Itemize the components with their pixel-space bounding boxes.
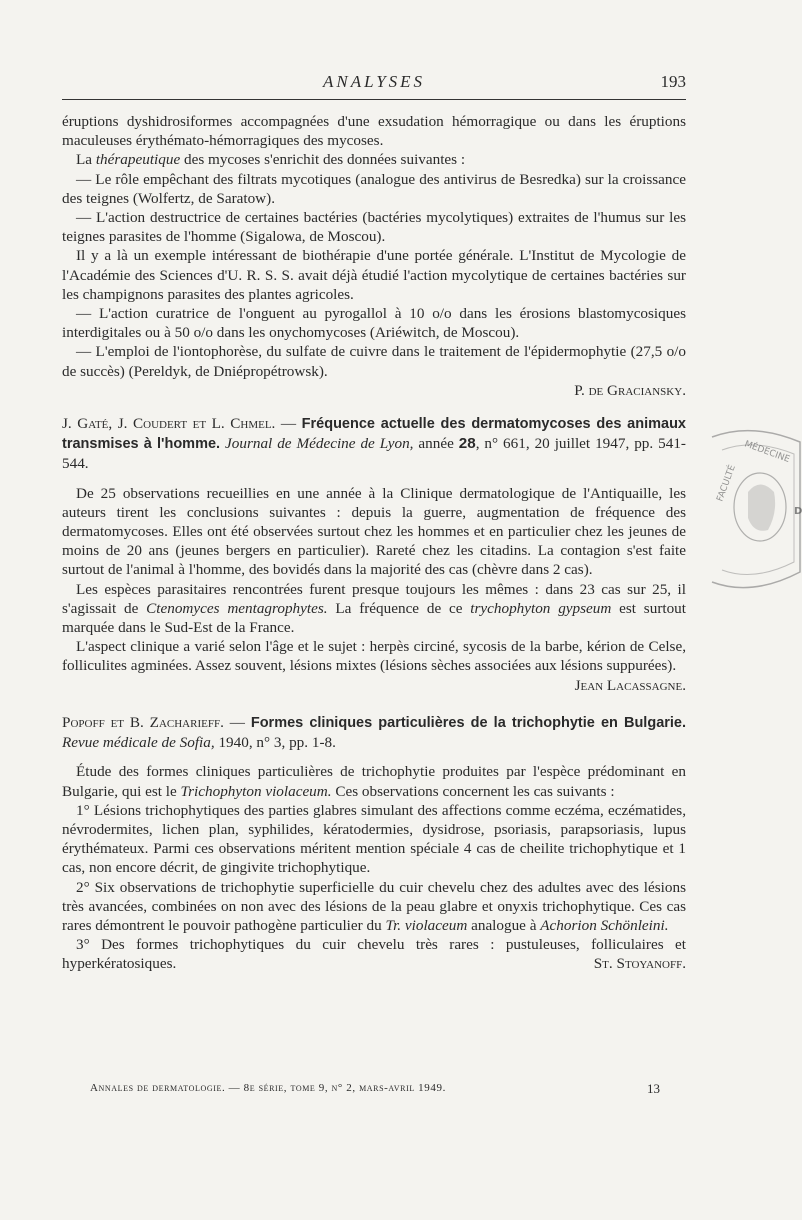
footer-citation: Annales de dermatologie. — 8e série, tome 9, n° 2, mars-avril 1949. bbox=[90, 1082, 446, 1094]
paragraph: — L'action curatrice de l'onguent au pyrogallol à 10 o/o dans les érosions blastomycosiques interdigitales ou à 50 o/o dans les onychomycoses (Ariéwitch, de Moscou). bbox=[62, 305, 686, 342]
reviewer-signature: St. Stoyanoff. bbox=[593, 955, 686, 973]
paragraph: La thérapeutique des mycoses s'enrichit des données suivantes : bbox=[76, 151, 466, 169]
running-header bbox=[62, 72, 686, 94]
paragraph: — Le rôle empêchant des filtrats mycotiques (analogue des antivirus de Besredka) sur la croissance des teignes (Wolfertz, de Saratow). bbox=[62, 170, 686, 207]
page-body bbox=[62, 112, 686, 974]
paragraph: — L'emploi de l'iontophorèse, du sulfate de cuivre dans le traitement de l'épidermophytie (27,5 o/o de succès) (Pereldyk, de Dniépropétrowsk). bbox=[62, 343, 686, 380]
paragraph: 3° Des formes trichophytiques du cuir chevelu très rares : pustuleuses, folliculaires et hyperkératosiques. St. Stoyanoff. bbox=[62, 936, 686, 973]
paragraph: Il y a là un exemple intéressant de biothérapie d'une portée générale. L'Institut de Mycologie de l'Académie des Sciences d'U. R. S. S. avait déjà étudié l'action mycolytique de certaines bactéries sur les champignons parasites des plantes agricoles. bbox=[62, 247, 686, 303]
svg-text:FACULTÉ: FACULTÉ bbox=[715, 463, 738, 504]
paragraph: 2° Six observations de trichophytie superficielle du cuir chevelu chez des adultes avec des lésions très avancées, combinées on non avec des lésions de la peau glabre et onyxis trichophytique. Ces cas rares démontrent le pouvoir pathogène particulier du Tr. violaceum analogue à Achorion Schönleini. bbox=[62, 878, 686, 934]
page-footer bbox=[90, 1082, 660, 1094]
journal-name: Revue médicale de Sofia, bbox=[62, 734, 215, 752]
journal-name: Journal de Médecine de Lyon, bbox=[225, 435, 414, 453]
paragraph: 1° Lésions trichophytiques des parties glabres simulant des affections comme eczéma, eczématides, névrodermites, lichen plan, syphilides, kératodermies, dysidrose, psoriasis, parapsoriasis, lupus érythémateux. Parmi ces observations méritent mention spéciale 4 cas de cheilite trichophytique et 1 cas, non encore décrit, de gingivite trichophytique. bbox=[62, 801, 686, 877]
paragraph: Les espèces parasitaires rencontrées furent presque toujours les mêmes : dans 23 cas sur 25, il s'agissait de Ctenomyces mentagrophytes. La fréquence de ce trychophyton gypseum est surtout marquée dans le Sud-Est de la France. bbox=[62, 580, 686, 637]
volume-number: 28 bbox=[458, 435, 476, 453]
paragraph: L'aspect clinique a varié selon l'âge et le sujet : herpès circiné, sycosis de la barbe, kérion de Celse, folliculites agminées. Assez souvent, lésions mixtes (lésions sèches associées aux lésions suppurées). bbox=[62, 638, 686, 675]
paragraph: De 25 observations recueillies en une année à la Clinique dermatologique de l'Antiquaille, les auteurs tirent les conclusions suivantes : depuis la guerre, augmentation de fréquence des dermatomycoses. Elles ont été observées surtout chez les hommes et en particulier chez les jeunes de moins de 20 ans (jeunes bergers en particulier). Rareté chez les citadins. La contagion s'est faite surtout de l'animal à l'homme, des bovidés dans la majorité des cas (chèvre dans 2 cas). bbox=[62, 484, 686, 579]
paragraph: éruptions dyshidrosiformes accompagnées d'une exsudation hémorragique ou dans les éruptions maculeuses érythémato-hémorragiques des mycoses. bbox=[62, 113, 686, 150]
reviewer-signature: P. de Graciansky. bbox=[574, 381, 686, 399]
review-authors: J. Gaté, J. Coudert et L. Chmel. bbox=[62, 415, 276, 433]
running-title: ANALYSES bbox=[322, 72, 426, 91]
signature-mark: 13 bbox=[647, 1081, 660, 1096]
review-heading: J. Gaté, J. Coudert et L. Chmel. — Fréquence actuelle des dermatomycoses des animaux transmises à l'homme. Journal de Médecine de Lyon, année 28, n° 661, 20 juillet 1947, pp. 541-544. bbox=[62, 415, 686, 473]
reviewer-signature: Jean Lacassagne. bbox=[574, 676, 686, 694]
paragraph: — L'action destructrice de certaines bactéries (bactéries mycolytiques) extraites de l'humus sur les teignes parasites de l'homme (Sigalowa, de Moscou). bbox=[62, 209, 686, 246]
page-number: 193 bbox=[660, 72, 686, 91]
review-title: Formes cliniques particulières de la trichophytie en Bulgarie. bbox=[250, 714, 687, 731]
review-authors: Popoff et B. Zacharieff. bbox=[62, 713, 224, 731]
library-stamp-icon bbox=[682, 422, 802, 602]
header-rule bbox=[62, 99, 686, 100]
paragraph: Étude des formes cliniques particulières de trichophytie produites par l'espèce prédominant en Bulgarie, qui est le Trichophyton violaceum. Ces observations concernent les cas suivants : bbox=[62, 763, 686, 800]
review-heading: Popoff et B. Zacharieff. — Formes cliniques particulières de la trichophytie en Bulgarie. Revue médicale de Sofia, 1940, n° 3, pp. 1-8. bbox=[62, 713, 687, 752]
review-title: Fréquence actuelle des dermatomycoses des animaux transmises à l'homme. bbox=[62, 416, 686, 453]
svg-text:D: D bbox=[794, 506, 802, 517]
svg-text:MÉDECINE: MÉDECINE bbox=[742, 439, 791, 466]
